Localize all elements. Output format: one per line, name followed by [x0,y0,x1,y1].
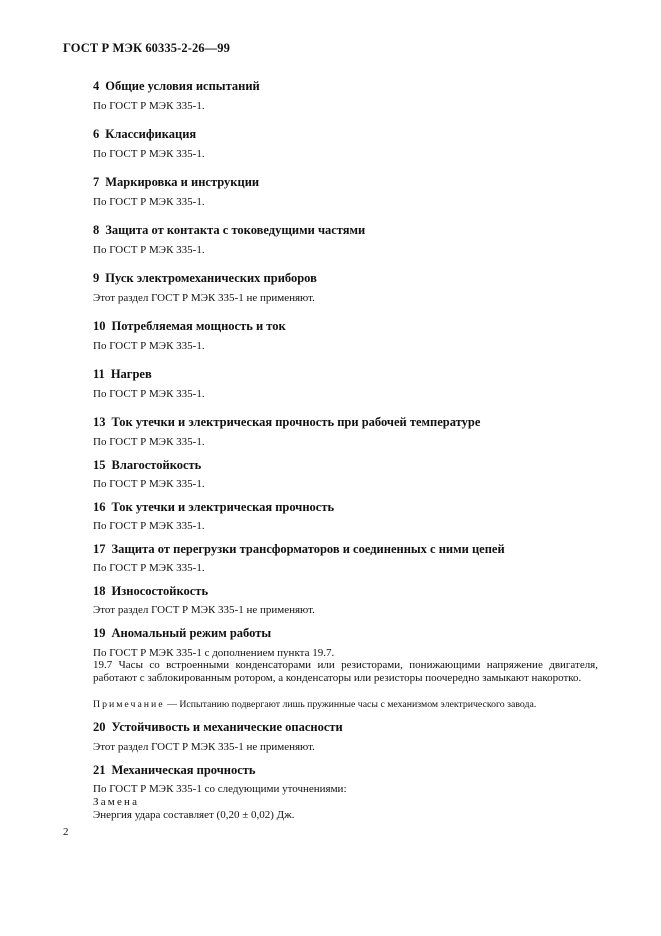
section-heading-6 [93,127,196,142]
section-number: 8 [93,223,100,237]
section-title: Общие условия испытаний [105,79,260,93]
section-text-20: Этот раздел ГОСТ Р МЭК 335-1 не применяют. [93,741,315,753]
section-title: Аномальный режим работы [111,626,272,640]
section-heading-11 [93,367,152,382]
section-heading-15 [93,458,201,473]
section-heading-17 [93,542,505,557]
section-text-18: Этот раздел ГОСТ Р МЭК 335-1 не применяют. [93,604,315,616]
section-text-7: По ГОСТ Р МЭК 335-1. [93,196,205,208]
section-number: 10 [93,319,106,333]
section-text-9: Этот раздел ГОСТ Р МЭК 335-1 не применяют. [93,292,315,304]
section-text-13: По ГОСТ Р МЭК 335-1. [93,436,205,448]
section-heading-8 [93,223,365,238]
section-number: 11 [93,367,105,381]
section-heading-7 [93,175,259,190]
section-text-21: По ГОСТ Р МЭК 335-1 со следующими уточнениями: [93,783,347,795]
section-title: Классификация [105,127,197,141]
section-number: 19 [93,626,106,640]
section-heading-20 [93,720,343,735]
clause-19-7: 19.7 Часы со встроенными конденсаторами или резисторами, понижающими напряжение двигателя, работают с заблокированным ротором, а конденсаторы или резисторы поочередно замыкают накоротко. [93,659,598,684]
section-number: 18 [93,584,106,598]
section-heading-13 [93,415,480,430]
section-number: 21 [93,763,106,777]
section-text-17: По ГОСТ Р МЭК 335-1. [93,562,205,574]
section-title: Защита от контакта с токоведущими частями [105,223,366,237]
section-title: Пуск электромеханических приборов [105,271,317,285]
section-title: Защита от перегрузки трансформаторов и соединенных с ними цепей [111,542,505,556]
section-heading-19 [93,626,271,641]
section-number: 17 [93,542,106,556]
note-label: Примечание [93,699,165,710]
section-title: Ток утечки и электрическая прочность при рабочей температуре [111,415,481,429]
section-title: Нагрев [110,367,152,381]
note-text: — Испытанию подвергают лишь пружинные часы с механизмом электрического завода. [164,699,537,710]
section-number: 15 [93,458,106,472]
section-number: 13 [93,415,106,429]
section-text-6: По ГОСТ Р МЭК 335-1. [93,148,205,160]
section-title: Механическая прочность [111,763,256,777]
section-heading-21 [93,763,256,778]
section-text-4: По ГОСТ Р МЭК 335-1. [93,100,205,112]
document-header: ГОСТ Р МЭК 60335-2-26—99 [63,41,230,55]
section-text-11: По ГОСТ Р МЭК 335-1. [93,388,205,400]
section-number: 16 [93,500,106,514]
section-number: 6 [93,127,100,141]
section-heading-18 [93,584,208,599]
section-title: Потребляемая мощность и ток [111,319,286,333]
section-text-15: По ГОСТ Р МЭК 335-1. [93,478,205,490]
section-text-16: По ГОСТ Р МЭК 335-1. [93,520,205,532]
section-heading-4 [93,79,260,94]
section-title: Влагостойкость [111,458,202,472]
section-title: Ток утечки и электрическая прочность [111,500,335,514]
impact-energy-text: Энергия удара составляет (0,20 ± 0,02) Дж. [93,809,295,821]
section-title: Износостойкость [111,584,209,598]
section-number: 9 [93,271,100,285]
section-text-10: По ГОСТ Р МЭК 335-1. [93,340,205,352]
section-text-19: По ГОСТ Р МЭК 335-1 с дополнением пункта 19.7. [93,647,335,659]
section-text-8: По ГОСТ Р МЭК 335-1. [93,244,205,256]
section-title: Маркировка и инструкции [105,175,260,189]
page-number: 2 [63,826,69,838]
section-heading-9 [93,271,317,286]
replacement-label: Замена [93,796,140,808]
note [93,699,603,710]
section-heading-16 [93,500,334,515]
section-heading-10 [93,319,286,334]
section-number: 4 [93,79,100,93]
section-number: 7 [93,175,100,189]
section-title: Устойчивость и механические опасности [111,720,343,734]
section-number: 20 [93,720,106,734]
